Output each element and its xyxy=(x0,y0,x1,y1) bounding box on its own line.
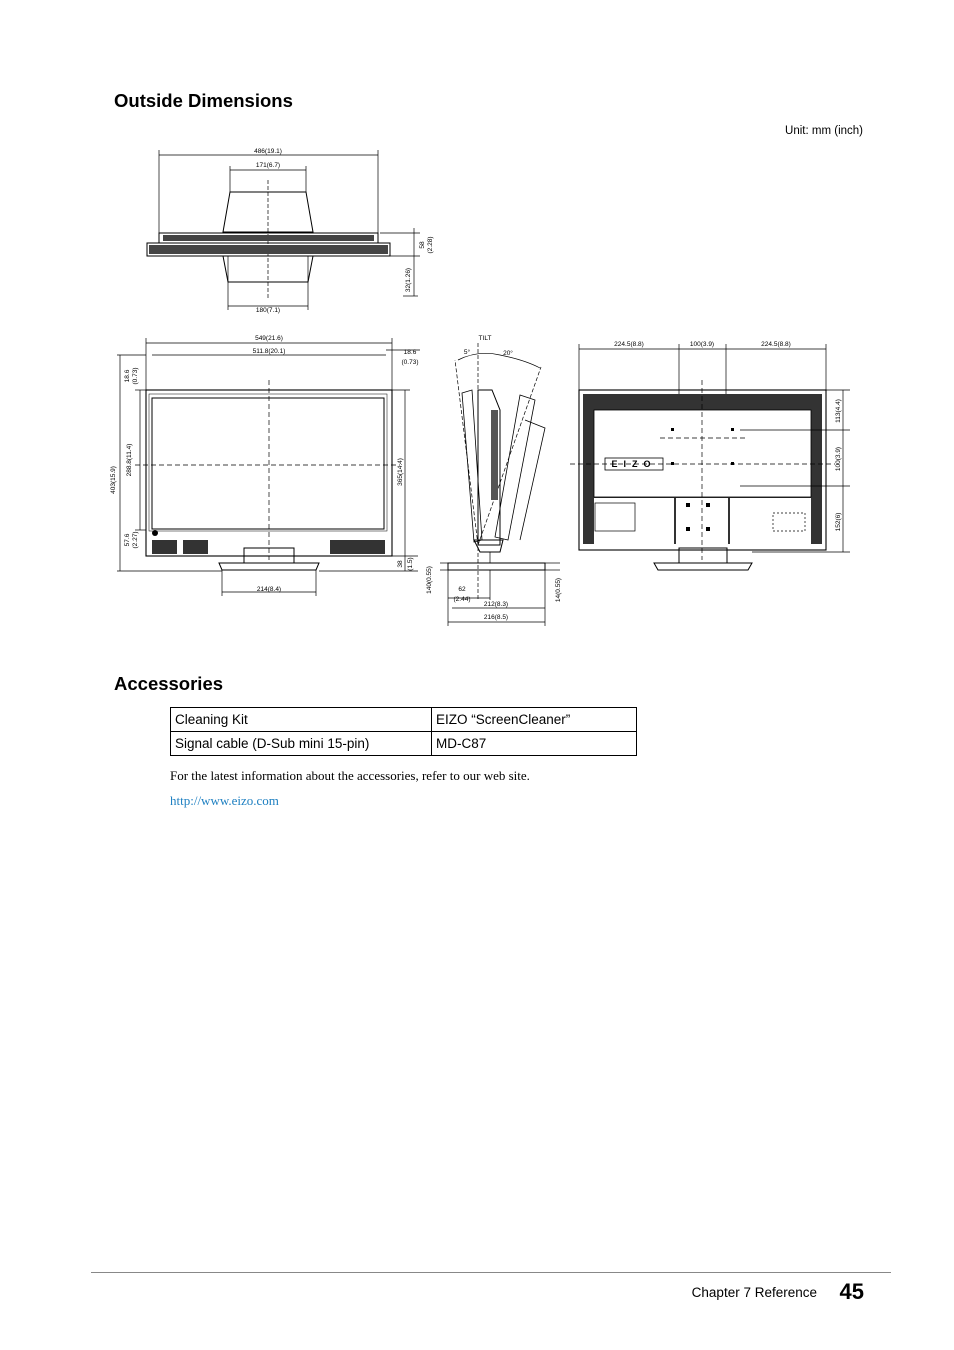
dim-front-top-in: (0.73) xyxy=(132,367,139,385)
accessories-note: For the latest information about the accessories, refer to our web site. xyxy=(170,768,530,783)
tilt-label: TILT xyxy=(478,335,492,342)
dim-top-depth: 58 xyxy=(419,241,426,249)
dim-front-foot-in: (1.5) xyxy=(407,557,414,571)
dim-back-v-mid: 100(3.9) xyxy=(835,446,842,472)
dim-front-width: 549(21.6) xyxy=(255,335,283,342)
dim-top-base: 180(7.1) xyxy=(255,307,281,314)
unit-label: Unit: mm (inch) xyxy=(785,125,863,137)
footer-divider xyxy=(91,1272,891,1273)
dim-side-right: 14(0.55) xyxy=(555,577,562,603)
dim-back-center: 100(3.9) xyxy=(689,341,715,348)
dim-front-screen-height: 288.8(11.4) xyxy=(126,443,133,477)
dim-side-front: 62 xyxy=(458,586,466,593)
dim-front-height: 403(15.9) xyxy=(110,466,117,494)
dim-top-depth-in: (2.28) xyxy=(427,236,434,254)
page-number: 45 xyxy=(839,1279,864,1304)
dim-back-v-bottom: 152(6) xyxy=(835,512,842,532)
section-title-accessories: Accessories xyxy=(114,673,224,694)
top-view xyxy=(147,148,434,314)
dim-front-vert: 365(14.4) xyxy=(397,458,404,486)
accessory-value: EIZO “ScreenCleaner” xyxy=(432,708,637,732)
tilt-back-angle: 5° xyxy=(463,349,471,356)
table-row xyxy=(171,732,637,756)
table-row xyxy=(171,708,637,732)
accessory-value: MD-C87 xyxy=(432,732,637,756)
dim-side-mid: 212(8.3) xyxy=(483,601,509,608)
dim-front-screen-width: 511.8(20.1) xyxy=(252,348,286,355)
dim-top-upper: 171(6.7) xyxy=(255,162,281,169)
dim-side-total: 216(8.5) xyxy=(483,614,509,621)
section-title-dimensions: Outside Dimensions xyxy=(114,90,293,111)
dim-back-v-top: 113(4.4) xyxy=(835,399,842,423)
side-view xyxy=(426,335,562,626)
dim-side-left: 140(0.55) xyxy=(426,566,433,594)
back-logo: EIZO xyxy=(611,459,657,469)
dimensions-drawing xyxy=(0,0,954,650)
dim-front-bottom-in: (2.27) xyxy=(132,531,139,549)
front-view xyxy=(110,335,420,596)
dim-front-side: 18.6 xyxy=(403,349,417,356)
accessories-table xyxy=(170,707,637,756)
dim-back-right: 224.5(8.8) xyxy=(761,341,791,348)
footer-chapter: Chapter 7 Reference xyxy=(691,1285,817,1300)
dim-side-front-in: (2.44) xyxy=(453,596,471,603)
back-view xyxy=(570,341,850,570)
dim-front-bottom: 57.6 xyxy=(124,533,131,547)
eizo-website-link[interactable]: http://www.eizo.com xyxy=(170,793,279,808)
dim-top-width: 486(19.1) xyxy=(254,148,282,155)
dim-front-side-in: (0.73) xyxy=(401,359,419,366)
dim-front-base: 214(8.4) xyxy=(256,586,282,593)
dim-front-foot: 38 xyxy=(397,560,404,568)
dim-back-left: 224.5(8.8) xyxy=(614,341,644,348)
accessory-item: Signal cable (D-Sub mini 15-pin) xyxy=(171,732,432,756)
tilt-forward-angle: 20° xyxy=(503,350,513,357)
dim-top-bottom: 32(1.26) xyxy=(405,267,412,293)
dim-front-top: 18.6 xyxy=(124,369,131,383)
accessory-item: Cleaning Kit xyxy=(171,708,432,732)
